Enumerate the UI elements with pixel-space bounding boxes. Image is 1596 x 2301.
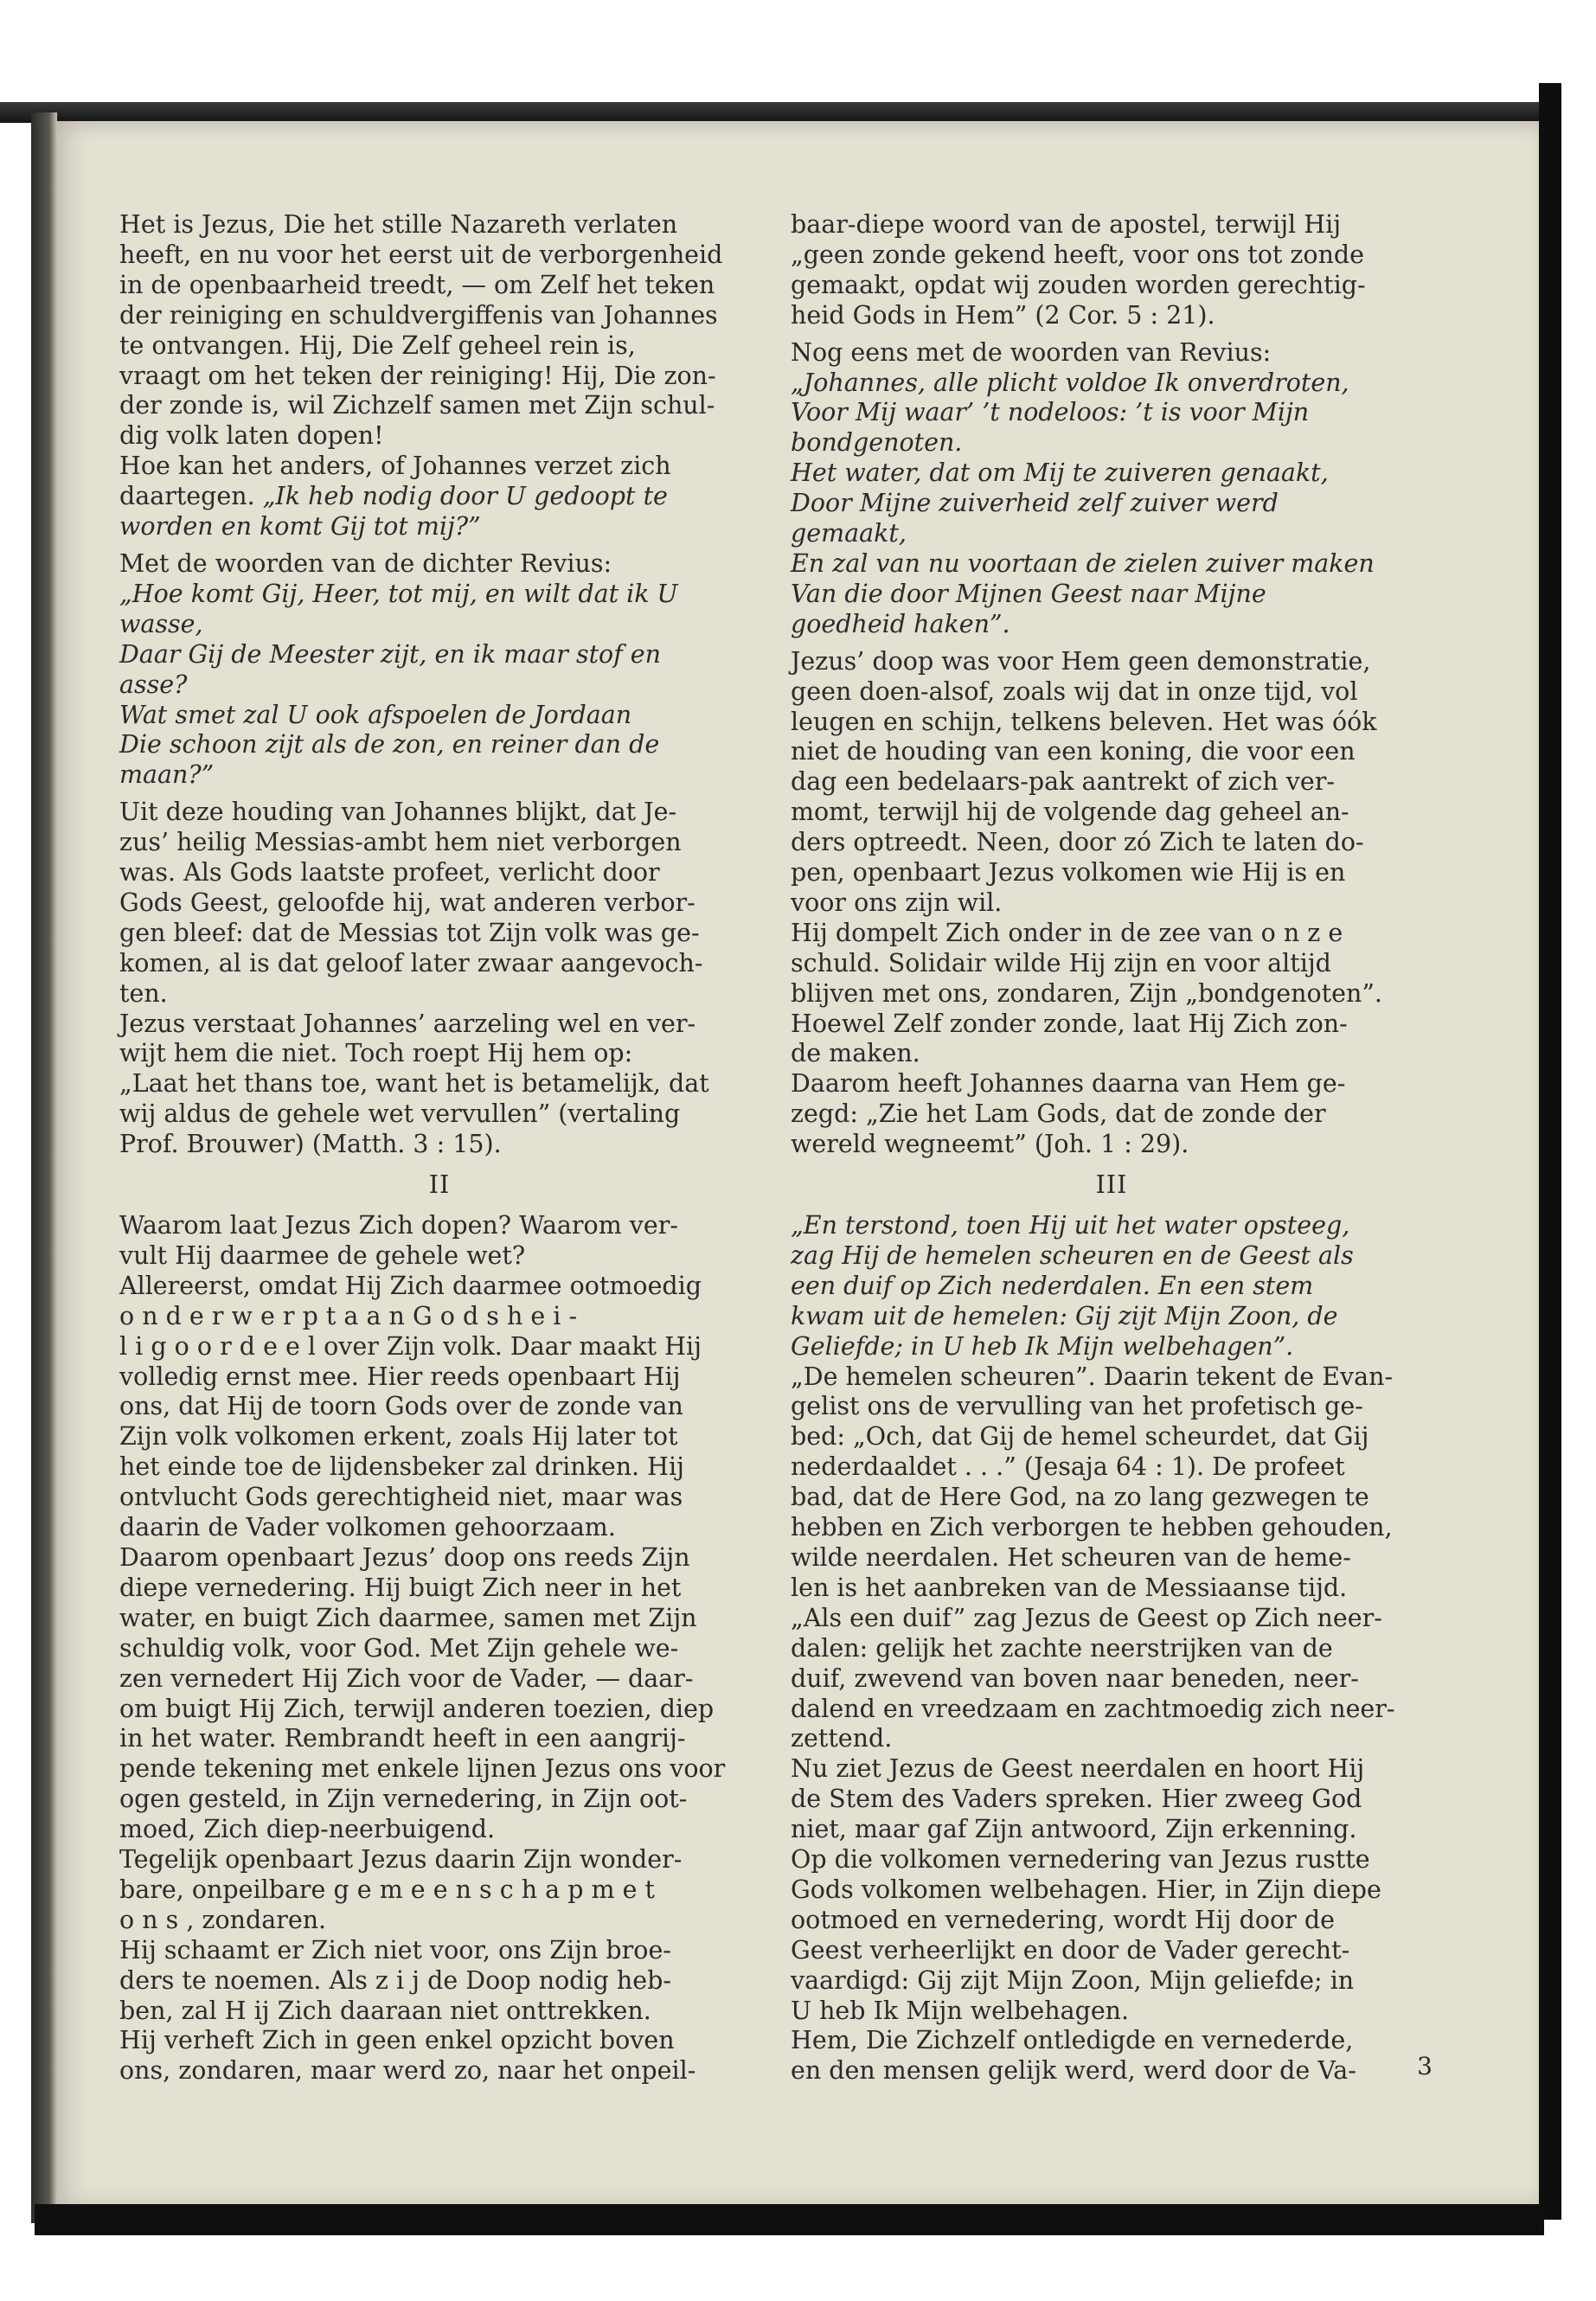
book-right-edge [1539, 83, 1561, 2220]
book-top-edge [0, 102, 1557, 123]
paragraph [119, 452, 760, 542]
paragraph: Tegelijk openbaart Jezus daarin Zijn wonder- bare, onpeilbare g e m e e n s c h a p m e t o n s , zondaren. [119, 1845, 683, 1934]
paragraph: Hij schaamt er Zich niet voor, ons Zijn broe- ders te noemen. Als z i j de Doop nodig heb- ben, zal H ij Zich daaraan niet onttrekken. [119, 1935, 671, 2025]
book-bottom-edge [35, 2204, 1544, 2235]
revius-verse: „Johannes, alle plicht voldoe Ik onverdroten, Voor Mij waar’ ’t nodeloos: ’t is voor Mijn bondgenoten. Het water, dat om Mij te zuiveren genaakt, Door Mijne zuiverheid zelf zuiver werd gemaakt, En zal van nu voortaan de zielen zuiver maken Van die door Mijnen Geest naar Mijne goedheid haken”. [791, 368, 1375, 638]
paragraph-text: Hoe kan het anders, of Johannes verzet zich daartegen. [119, 452, 671, 511]
paragraph: Jezus’ doop was voor Hem geen demonstratie, geen doen-alsof, zoals wij dat in onze tijd, vol leugen en schijn, telkens beleven. Het was óók niet de houding van een koning, die voor een dag een bedelaars-pak aantrekt of zich ver- momt, terwijl hij de volgende dag geheel an- ders optreedt. Neen, door zó Zich te laten do- pen, openbaart Jezus volkomen wie Hij is en voor ons zijn wil. [791, 646, 1377, 917]
paragraph: „Als een duif” zag Jezus de Geest op Zich neer- dalen: gelijk het zachte neerstrijken van de duif, zwevend van boven naar beneden, neer- dalend en vreedzaam en zachtmoedig zich neer- zettend. [791, 1603, 1395, 1753]
paragraph: baar-diepe woord van de apostel, terwijl Hij „geen zonde gekend heeft, voor ons tot zonde gemaakt, opdat wij zouden worden gerechtig- heid Gods in Hem” (2 Cor. 5 : 21). [791, 210, 1366, 330]
paragraph: Hem, Die Zichzelf ontledigde en vernederde, en den mensen gelijk werd, werd door de Va- [791, 2026, 1356, 2086]
paragraph: Allereerst, omdat Hij Zich daarmee ootmoedig o n d e r w e r p t a a n G o d s h e i - l i g o o r d e e l over Zijn volk. Daar maakt Hij volledig ernst mee. Hier reeds openbaart Hij ons, dat Hij de toorn Gods over de zonde van Zijn volk volkomen erkent, zoals Hij later tot het einde toe de lijdensbeker zal drinken. Hij ontvlucht Gods gerechtigheid niet, maar was daarin de Vader volkomen gehoorzaam. [119, 1271, 702, 1542]
paragraph: Daarom heeft Johannes daarna van Hem ge- zegd: „Zie het Lam Gods, dat de zonde der wereld wegneemt” (Joh. 1 : 29). [791, 1069, 1346, 1159]
section-heading: II [428, 1170, 451, 1200]
right-column [791, 210, 1433, 2086]
section-heading: III [1095, 1170, 1128, 1200]
paragraph: Jezus verstaat Johannes’ aarzeling wel en ver- wijt hem die niet. Toch roept Hij hem op: „Laat het thans toe, want het is betamelijk, dat wij aldus de gehele wet vervullen” (vertaling Prof. Brouwer) (Matth. 3 : 15). [119, 1009, 709, 1159]
page-number: 3 [1417, 2052, 1433, 2080]
paragraph: Het is Jezus, Die het stille Nazareth verlaten heeft, en nu voor het eerst uit de verborgenheid in de openbaarheid treedt, — om Zelf het teken der reiniging en schuldvergiffenis van Johannes te ontvangen. Hij, Die Zelf geheel rein is, vraagt om het teken der reiniging! Hij, Die zon- der zonde is, wil Zichzelf samen met Zijn schul- dig volk laten dopen! [119, 210, 723, 451]
book-spine-edge [31, 112, 57, 2223]
paragraph: Hij dompelt Zich onder in de zee van o n z e schuld. Solidair wilde Hij zijn en voor altijd blijven met ons, zondaren, Zijn „bondgenoten”. Hoewel Zelf zonder zonde, laat Hij Zich zon- de maken. [791, 918, 1382, 1068]
revius-verse: „Hoe komt Gij, Heer, tot mij, en wilt dat ik U wasse, Daar Gij de Meester zijt, en ik maar stof en asse? Wat smet zal U ook afspoelen de Jordaan Die schoon zijt als de zon, en reiner dan de maan?” [119, 579, 678, 790]
paragraph: Met de woorden van de dichter Revius: [119, 548, 612, 578]
quote-text: „Ik heb nodig door U gedoopt te worden en komt Gij tot mij?” [119, 482, 668, 542]
paragraph: Nu ziet Jezus de Geest neerdalen en hoort Hij de Stem des Vaders spreken. Hier zweeg God niet, maar gaf Zijn antwoord, Zijn erkenning. Op die volkomen vernedering van Jezus rustte Gods volkomen welbehagen. Hier, in Zijn diepe ootmoed en vernedering, wordt Hij door de Geest verheerlijkt en door de Vader gerecht- vaardigd: Gij zijt Mijn Zoon, Mijn geliefde; in U heb Ik Mijn welbehagen. [791, 1754, 1381, 2025]
paragraph: Nog eens met de woorden van Revius: [791, 337, 1272, 367]
left-column [119, 210, 760, 2086]
paragraph: Daarom openbaart Jezus’ doop ons reeds Zijn diepe vernedering. Hij buigt Zich neer in het water, en buigt Zich daarmee, samen met Zijn schuldig volk, voor God. Met Zijn gehele we- zen vernedert Hij Zich voor de Vader, — daar- om buigt Hij Zich, terwijl anderen toezien, diep in het water. Rembrandt heeft in een aangrij- pende tekening met enkele lijnen Jezus ons voor ogen gesteld, in Zijn vernedering, in Zijn oot- moed, Zich diep-neerbuigend. [119, 1542, 726, 1844]
paragraph: Waarom laat Jezus Zich dopen? Waarom ver- vult Hij daarmee de gehele wet? [119, 1211, 679, 1270]
scripture-quote: „En terstond, toen Hij uit het water opsteeg, zag Hij de hemelen scheuren en de Geest als een duif op Zich nederdalen. En een stem kwam uit de hemelen: Gij zijt Mijn Zoon, de Geliefde; in U heb Ik Mijn welbehagen”. [791, 1211, 1354, 1361]
paragraph: Hij verheft Zich in geen enkel opzicht boven ons, zondaren, maar werd zo, naar het onpeil- [119, 2026, 696, 2086]
paragraph: Uit deze houding van Johannes blijkt, dat Je- zus’ heilig Messias-ambt hem niet verborgen was. Als Gods laatste profeet, verlicht door Gods Geest, geloofde hij, wat anderen verbor- gen bleef: dat de Messias tot Zijn volk was ge- komen, al is dat geloof later zwaar aangevoch- ten. [119, 798, 703, 1008]
paragraph: „De hemelen scheuren”. Daarin tekent de Evan- gelist ons de vervulling van het profetisch ge- bed: „Och, dat Gij de hemel scheurdet, dat Gij nederdaaldet . . .” (Jesaja 64 : 1). De profeet bad, dat de Here God, na zo lang gezwegen te hebben en Zich verborgen te hebben gehouden, wilde neerdalen. Het scheuren van de heme- len is het aanbreken van de Messiaanse tijd. [791, 1362, 1394, 1602]
